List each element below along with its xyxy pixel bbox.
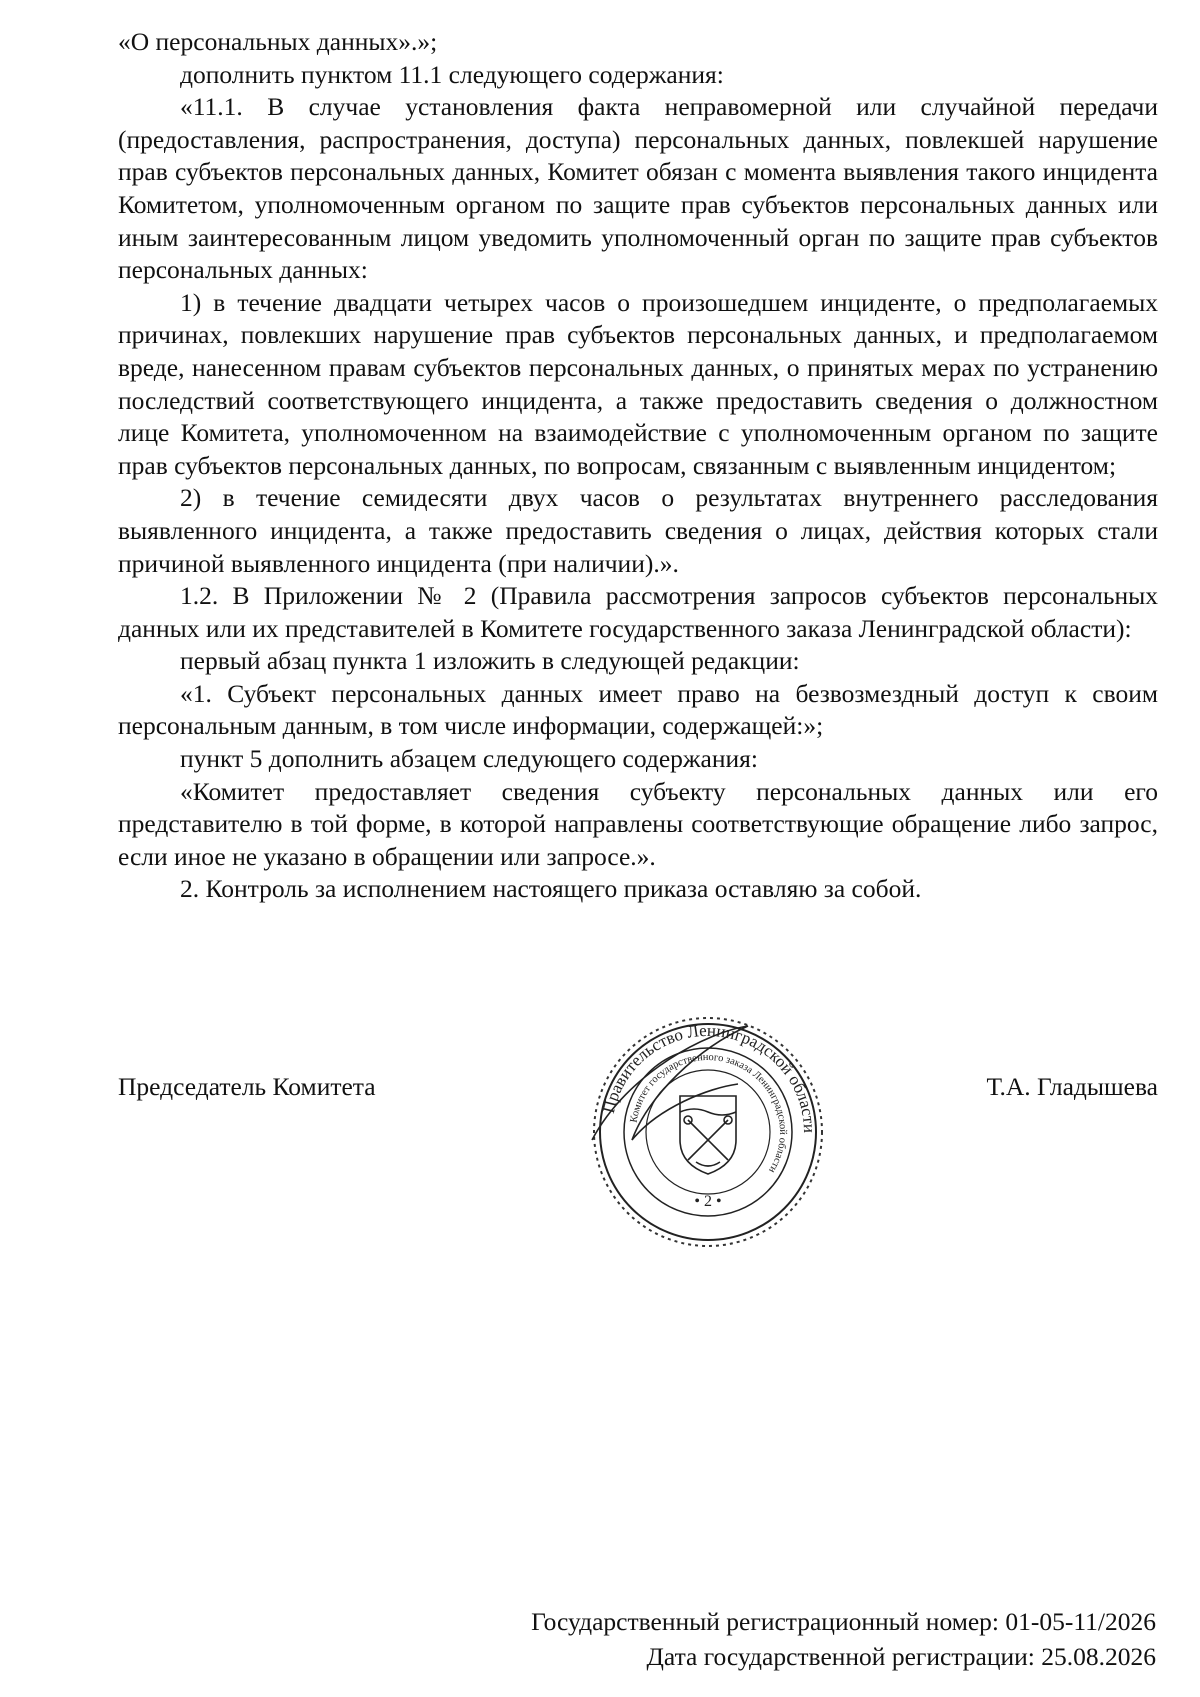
paragraph-appendix-2: 1.2. В Приложении № 2 (Правила рассмотрения запросов субъектов персональных данных или их представителей в Комитете государственного заказа Ленинградской области): (118, 581, 1158, 643)
official-seal (588, 1012, 828, 1252)
registration-block (531, 1604, 1156, 1674)
paragraph-control: 2. Контроль за исполнением настоящего приказа оставляю за собой. (180, 874, 922, 904)
signatory-name: Т.А. Гладышева (986, 1072, 1158, 1101)
paragraph-subpoint-2: 2) в течение семидесяти двух часов о результатах внутреннего расследования выявленного инцидента, а также предоставить сведения о лицах, действия которых стали причиной выявленного инцидента (при наличии).». (118, 483, 1158, 578)
paragraph-point-1-text: «1. Субъект персональных данных имеет право на безвозмездный доступ к своим персональным данным, в том числе информации, содержащей:»; (118, 678, 1158, 741)
coat-of-arms-icon (680, 1096, 736, 1174)
seal-number: • 2 • (694, 1193, 722, 1210)
document-body (118, 26, 1158, 906)
paragraph-point-11-1: «11.1. В случае установления факта неправомерной или случайной передачи (предоставления, распространения, доступа) персональных данных, повлекшей нарушение прав субъектов персональных данных, Комитет обязан с момента выявления такого инцидента Комитетом, уполномоченным органом по защите прав субъектов персональных данных или иным заинтересованным лицом уведомить уполномоченный орган по защите прав субъектов персональных данных: (118, 92, 1158, 285)
paragraph-subpoint-1: 1) в течение двадцати четырех часов о произошедшем инциденте, о предполагаемых причинах, повлекших нарушение прав субъектов персональных данных, и предполагаемом вреде, нанесенном правам субъектов персональных данных, о принятых мерах по устранению последствий соответствующего инцидента, а также предоставить сведения о должностном лице Комитета, уполномоченном на взаимодействие с уполномоченным органом по защите прав субъектов персональных данных, по вопросам, связанным с выявленным инцидентом; (118, 287, 1158, 480)
paragraph-law-reference: «О персональных данных».»; (118, 27, 438, 56)
registration-number: Государственный регистрационный номер: 01-05-11/2026 (531, 1607, 1156, 1636)
paragraph-point-5: пункт 5 дополнить абзацем следующего содержания: (180, 744, 758, 774)
seal-outer-text: Правительство Ленинградской области (598, 1020, 820, 1134)
paragraph-first-abzac: первый абзац пункта 1 изложить в следующей редакции: (180, 646, 800, 676)
paragraph-add-point: дополнить пунктом 11.1 следующего содержания: (180, 59, 724, 89)
seal-inner-text: Комитет государственного заказа Ленинградской области (628, 1051, 789, 1175)
signatory-position: Председатель Комитета (118, 1072, 376, 1101)
registration-date: Дата государственной регистрации: 25.08.2026 (646, 1642, 1156, 1671)
paragraph-point-5-text: «Комитет предоставляет сведения субъекту персональных данных или его представителю в той форме, в которой направлены соответствующие обращение либо запрос, если иное не указано в обращении или запросе.». (118, 776, 1158, 871)
